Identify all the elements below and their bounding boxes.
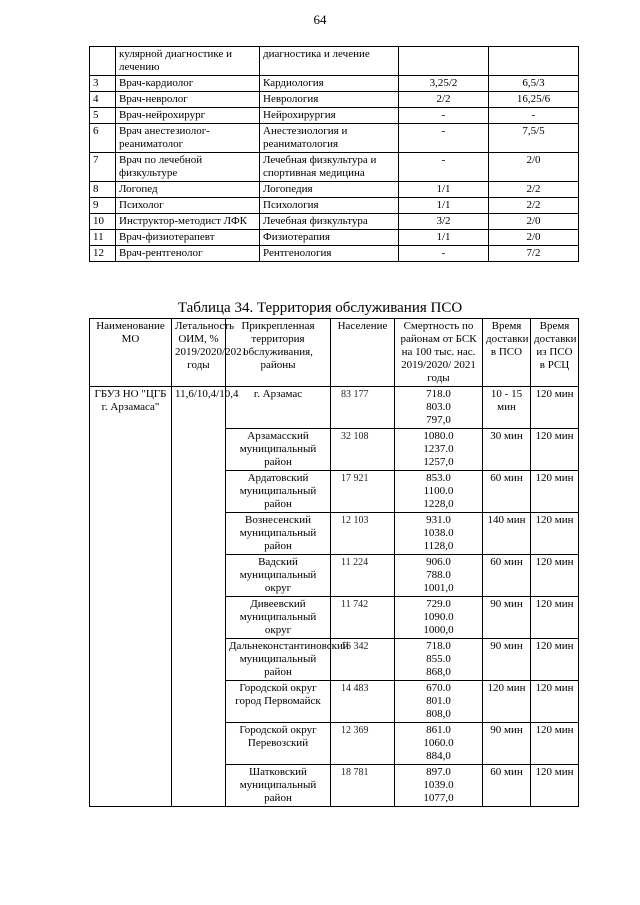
specialty: Нейрохирургия [260, 108, 399, 124]
population-value: 18 781 [331, 765, 395, 807]
doctor-position: Врач-рентгенолог [116, 246, 260, 262]
rate-value-2: 7,5/5 [489, 124, 579, 153]
rsc-delivery-time: 120 мин [531, 429, 579, 471]
mortality-values [395, 723, 483, 765]
rate-value-1: 1/1 [399, 182, 489, 198]
mortality-year-value: 1257,0 [423, 456, 454, 468]
population-value: 11 742 [331, 597, 395, 639]
population-value: 16 342 [331, 639, 395, 681]
pso-delivery-time: 60 мин [483, 471, 531, 513]
mortality-year-value: 1237.0 [423, 443, 454, 455]
rsc-delivery-time: 120 мин [531, 471, 579, 513]
row-number: 8 [90, 182, 116, 198]
pso-delivery-time: 60 мин [483, 765, 531, 807]
header-lethality: Летальность ОИМ, % 2019/2020/2021 годы [172, 319, 226, 387]
rsc-delivery-time: 120 мин [531, 681, 579, 723]
mortality-year-value: 1100.0 [423, 485, 454, 497]
territory-name: Ардатовский муниципальный район [226, 471, 331, 513]
mortality-year-value: 1039.0 [423, 779, 454, 791]
mortality-year-value: 906.0 [426, 556, 451, 568]
doctor-position: Врач анестезиолог-реаниматолог [116, 124, 260, 153]
territory-name: Арзамасский муниципальный район [226, 429, 331, 471]
mortality-year-value: 797,0 [426, 414, 451, 426]
rate-value-1: - [399, 153, 489, 182]
rsc-delivery-time: 120 мин [531, 513, 579, 555]
rate-value-1: - [399, 124, 489, 153]
mortality-values [395, 765, 483, 807]
row-number: 10 [90, 214, 116, 230]
rsc-delivery-time: 120 мин [531, 639, 579, 681]
population-value: 14 483 [331, 681, 395, 723]
territory-name: Дивеевский муниципальный округ [226, 597, 331, 639]
table-row [90, 47, 579, 76]
mortality-year-value: 931.0 [426, 514, 451, 526]
rate-value-1: - [399, 108, 489, 124]
mortality-year-value: 884,0 [426, 750, 451, 762]
rate-value-2: 7/2 [489, 246, 579, 262]
specialty: Физиотерапия [260, 230, 399, 246]
mortality-values [395, 513, 483, 555]
table-caption: Таблица 34. Территория обслуживания ПСО [177, 300, 463, 316]
row-number: 7 [90, 153, 116, 182]
table-row [90, 214, 579, 230]
rate-value-2: 2/0 [489, 230, 579, 246]
table-row [90, 108, 579, 124]
rate-value-2: - [489, 108, 579, 124]
table-row [90, 124, 579, 153]
specialty: Рентгенология [260, 246, 399, 262]
staff-table-body [90, 47, 579, 262]
row-number: 12 [90, 246, 116, 262]
specialty: Логопедия [260, 182, 399, 198]
territory-name: Вознесенский муниципальный район [226, 513, 331, 555]
rate-value-2: 2/0 [489, 153, 579, 182]
header-population: Население [331, 319, 395, 387]
table-row [90, 182, 579, 198]
pso-delivery-time: 30 мин [483, 429, 531, 471]
header-mo: Наименование МО [90, 319, 172, 387]
doctor-position: Врач-кардиолог [116, 76, 260, 92]
territory-name: Дальнеконстантиновский муниципальный район [226, 639, 331, 681]
mortality-year-value: 1038.0 [423, 527, 454, 539]
pso-delivery-time: 60 мин [483, 555, 531, 597]
mortality-year-value: 1128,0 [423, 540, 454, 552]
rsc-delivery-time: 120 мин [531, 765, 579, 807]
table-row [90, 230, 579, 246]
pso-delivery-time: 90 мин [483, 723, 531, 765]
mortality-year-value: 808,0 [426, 708, 451, 720]
mortality-year-value: 853.0 [426, 472, 451, 484]
mortality-year-value: 1001,0 [423, 582, 454, 594]
rsc-delivery-time: 120 мин [531, 387, 579, 429]
mortality-values [395, 555, 483, 597]
population-value: 11 224 [331, 555, 395, 597]
table-row [90, 246, 579, 262]
population-value: 17 921 [331, 471, 395, 513]
row-number: 11 [90, 230, 116, 246]
staff-table [89, 46, 579, 262]
pso-delivery-time: 140 мин [483, 513, 531, 555]
territory-name: Шатковский муниципальный район [226, 765, 331, 807]
rate-value-2: 2/2 [489, 198, 579, 214]
mortality-values [395, 681, 483, 723]
rsc-delivery-time: 120 мин [531, 597, 579, 639]
service-territory-table [89, 318, 579, 807]
mortality-year-value: 1090.0 [423, 611, 454, 623]
doctor-position: Врач по лечебной физкультуре [116, 153, 260, 182]
header-rsc-time: Время доставки из ПСО в РСЦ [531, 319, 579, 387]
doctor-position: Врач-физиотерапевт [116, 230, 260, 246]
table-row [90, 153, 579, 182]
mortality-year-value: 670.0 [426, 682, 451, 694]
doctor-position: Логопед [116, 182, 260, 198]
mortality-year-value: 1080.0 [423, 430, 454, 442]
header-mortality: Смертность по районам от БСК на 100 тыс. нас. 2019/2020/ 2021 годы [395, 319, 483, 387]
population-value: 32 108 [331, 429, 395, 471]
table-header-row [90, 319, 579, 387]
mortality-values [395, 597, 483, 639]
territory-name: Городской округ город Первомайск [226, 681, 331, 723]
mortality-year-value: 1077,0 [423, 792, 454, 804]
specialty: Психология [260, 198, 399, 214]
service-territory-body [90, 387, 579, 807]
population-value: 12 369 [331, 723, 395, 765]
doctor-position: Инструктор-методист ЛФК [116, 214, 260, 230]
doctor-position: Психолог [116, 198, 260, 214]
rate-value-1: 2/2 [399, 92, 489, 108]
territory-name: Вадский муниципальный округ [226, 555, 331, 597]
mortality-year-value: 788.0 [426, 569, 451, 581]
rate-value-2: 2/2 [489, 182, 579, 198]
mortality-year-value: 801.0 [426, 695, 451, 707]
doctor-position: Врач-невролог [116, 92, 260, 108]
row-number: 5 [90, 108, 116, 124]
mortality-values [395, 429, 483, 471]
header-territory: Прикрепленная территория обслуживания, районы [226, 319, 331, 387]
rate-value-2 [489, 47, 579, 76]
population-value: 83 177 [331, 387, 395, 429]
rate-value-1: 1/1 [399, 230, 489, 246]
rate-value-1: - [399, 246, 489, 262]
mortality-year-value: 1228,0 [423, 498, 454, 510]
rate-value-1: 3,25/2 [399, 76, 489, 92]
page-number: 64 [313, 12, 327, 27]
mortality-year-value: 861.0 [426, 724, 451, 736]
territory-name: г. Арзамас [226, 387, 331, 429]
rate-value-2: 6,5/3 [489, 76, 579, 92]
mortality-year-value: 729.0 [426, 598, 451, 610]
specialty: Неврология [260, 92, 399, 108]
mortality-year-value: 1000,0 [423, 624, 454, 636]
lethality-value: 11,6/10,4/10,4 [172, 387, 226, 807]
mortality-year-value: 868,0 [426, 666, 451, 678]
mortality-values [395, 639, 483, 681]
population-value: 12 103 [331, 513, 395, 555]
pso-delivery-time: 10 - 15 мин [483, 387, 531, 429]
row-number: 9 [90, 198, 116, 214]
rate-value-1: 3/2 [399, 214, 489, 230]
specialty: Кардиология [260, 76, 399, 92]
pso-delivery-time: 90 мин [483, 639, 531, 681]
rsc-delivery-time: 120 мин [531, 723, 579, 765]
row-number [90, 47, 116, 76]
mortality-year-value: 718.0 [426, 640, 451, 652]
mortality-year-value: 718.0 [426, 388, 451, 400]
table-row [90, 198, 579, 214]
mortality-year-value: 897.0 [426, 766, 451, 778]
table-row [90, 387, 579, 429]
table-row [90, 92, 579, 108]
mortality-year-value: 803.0 [426, 401, 451, 413]
specialty: Лечебная физкультура [260, 214, 399, 230]
rate-value-2: 16,25/6 [489, 92, 579, 108]
doctor-position: Врач-нейрохирург [116, 108, 260, 124]
table-row [90, 76, 579, 92]
row-number: 3 [90, 76, 116, 92]
specialty: Лечебная физкультура и спортивная медицина [260, 153, 399, 182]
specialty: Анестезиология и реаниматология [260, 124, 399, 153]
specialty: диагностика и лечение [260, 47, 399, 76]
mortality-year-value: 855.0 [426, 653, 451, 665]
rate-value-2: 2/0 [489, 214, 579, 230]
mortality-values [395, 387, 483, 429]
row-number: 4 [90, 92, 116, 108]
mortality-year-value: 1060.0 [423, 737, 454, 749]
rsc-delivery-time: 120 мин [531, 555, 579, 597]
rate-value-1 [399, 47, 489, 76]
rate-value-1: 1/1 [399, 198, 489, 214]
pso-delivery-time: 90 мин [483, 597, 531, 639]
row-number: 6 [90, 124, 116, 153]
mortality-values [395, 471, 483, 513]
mo-name: ГБУЗ НО "ЦГБ г. Арзамаса" [90, 387, 172, 807]
doctor-position: кулярной диагностике и лечению [116, 47, 260, 76]
territory-name: Городской округ Перевозский [226, 723, 331, 765]
header-pso-time: Время доставки в ПСО [483, 319, 531, 387]
pso-delivery-time: 120 мин [483, 681, 531, 723]
